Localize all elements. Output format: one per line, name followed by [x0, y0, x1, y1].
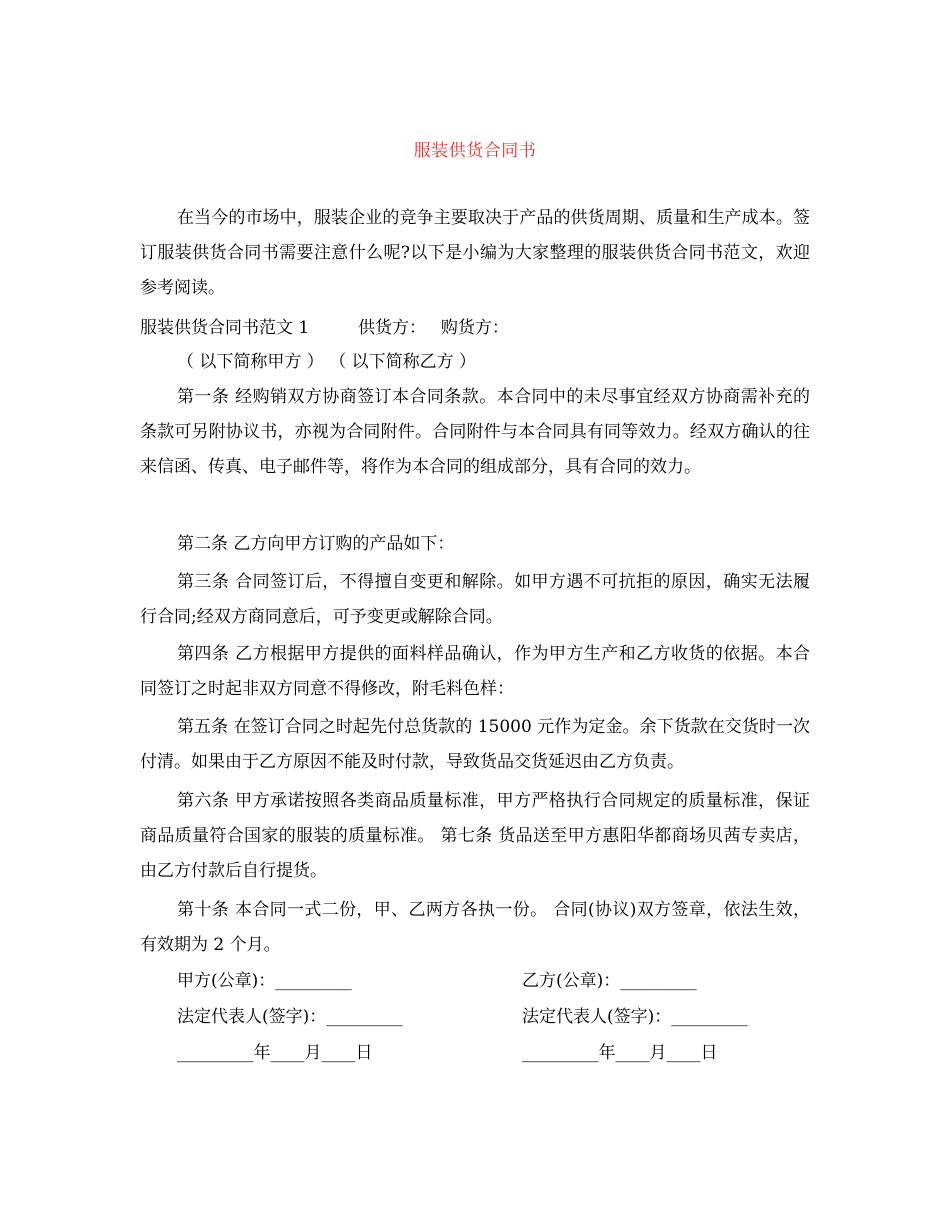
- clause-5: 第五条 在签订合同之时起先付总货款的 15000 元作为定金。余下货款在交货时一次付清。如果由于乙方原因不能及时付款，导致货品交货延迟由乙方负责。: [140, 717, 810, 772]
- clause-3: 第三条 合同签订后，不得擅自变更和解除。如甲方遇不可抗拒的原因，确实无法履行合同;经双方商同意后，可予变更或解除合同。: [140, 572, 810, 627]
- party-a-rep-field: 法定代表人(签字)：_________: [177, 1007, 403, 1027]
- party-b-seal-field: 乙方(公章)：_________: [522, 971, 697, 991]
- document-title: 服装供货合同书: [413, 141, 537, 161]
- buyer-label: 购货方：: [440, 318, 509, 338]
- clause-10: 第十条 本合同一式二份，甲、乙两方各执一份。 合同(协议)双方签章，依法生效，有效期为 2 个月。: [140, 900, 810, 955]
- supplier-label: 供货方：: [358, 318, 427, 338]
- party-notes-line: [177, 345, 476, 380]
- party-a-seal-field: 甲方(公章)：_________: [177, 971, 352, 991]
- party-b-rep-field: 法定代表人(签字)：_________: [522, 1007, 748, 1027]
- intro-paragraph: 在当今的市场中，服装企业的竞争主要取决于产品的供货周期、质量和生产成本。签订服装供货合同书需要注意什么呢?以下是小编为大家整理的服装供货合同书范文，欢迎参考阅读。: [140, 208, 810, 298]
- clause-1: 第一条 经购销双方协商签订本合同条款。本合同中的未尽事宜经双方协商需补充的条款可另附协议书，亦视为合同附件。合同附件与本合同具有同等效力。经双方确认的往来信函、传真、电子邮件等，将作为本合同的组成部分，具有合同的效力。: [140, 387, 810, 477]
- party-a-date-field: _________年____月____日: [177, 1043, 373, 1063]
- sample-heading-line: [140, 311, 509, 346]
- clause-4: 第四条 乙方根据甲方提供的面料样品确认，作为甲方生产和乙方收货的依据。本合同签订之时起非双方同意不得修改，附毛料色样：: [140, 644, 810, 699]
- clause-2: 第二条 乙方向甲方订购的产品如下：: [177, 534, 455, 554]
- party-b-date-field: _________年____月____日: [522, 1043, 718, 1063]
- party-a-note: （ 以下简称甲方 ）: [177, 352, 324, 372]
- sample-heading: 服装供货合同书范文 1: [140, 318, 310, 338]
- clause-6-7: 第六条 甲方承诺按照各类商品质量标准，甲方严格执行合同规定的质量标准，保证商品质量符合国家的服装的质量标准。 第七条 货品送至甲方惠阳华都商场贝茜专卖店，由乙方付款后自行提货。: [140, 791, 810, 881]
- party-b-note: （ 以下简称乙方 ）: [329, 352, 477, 372]
